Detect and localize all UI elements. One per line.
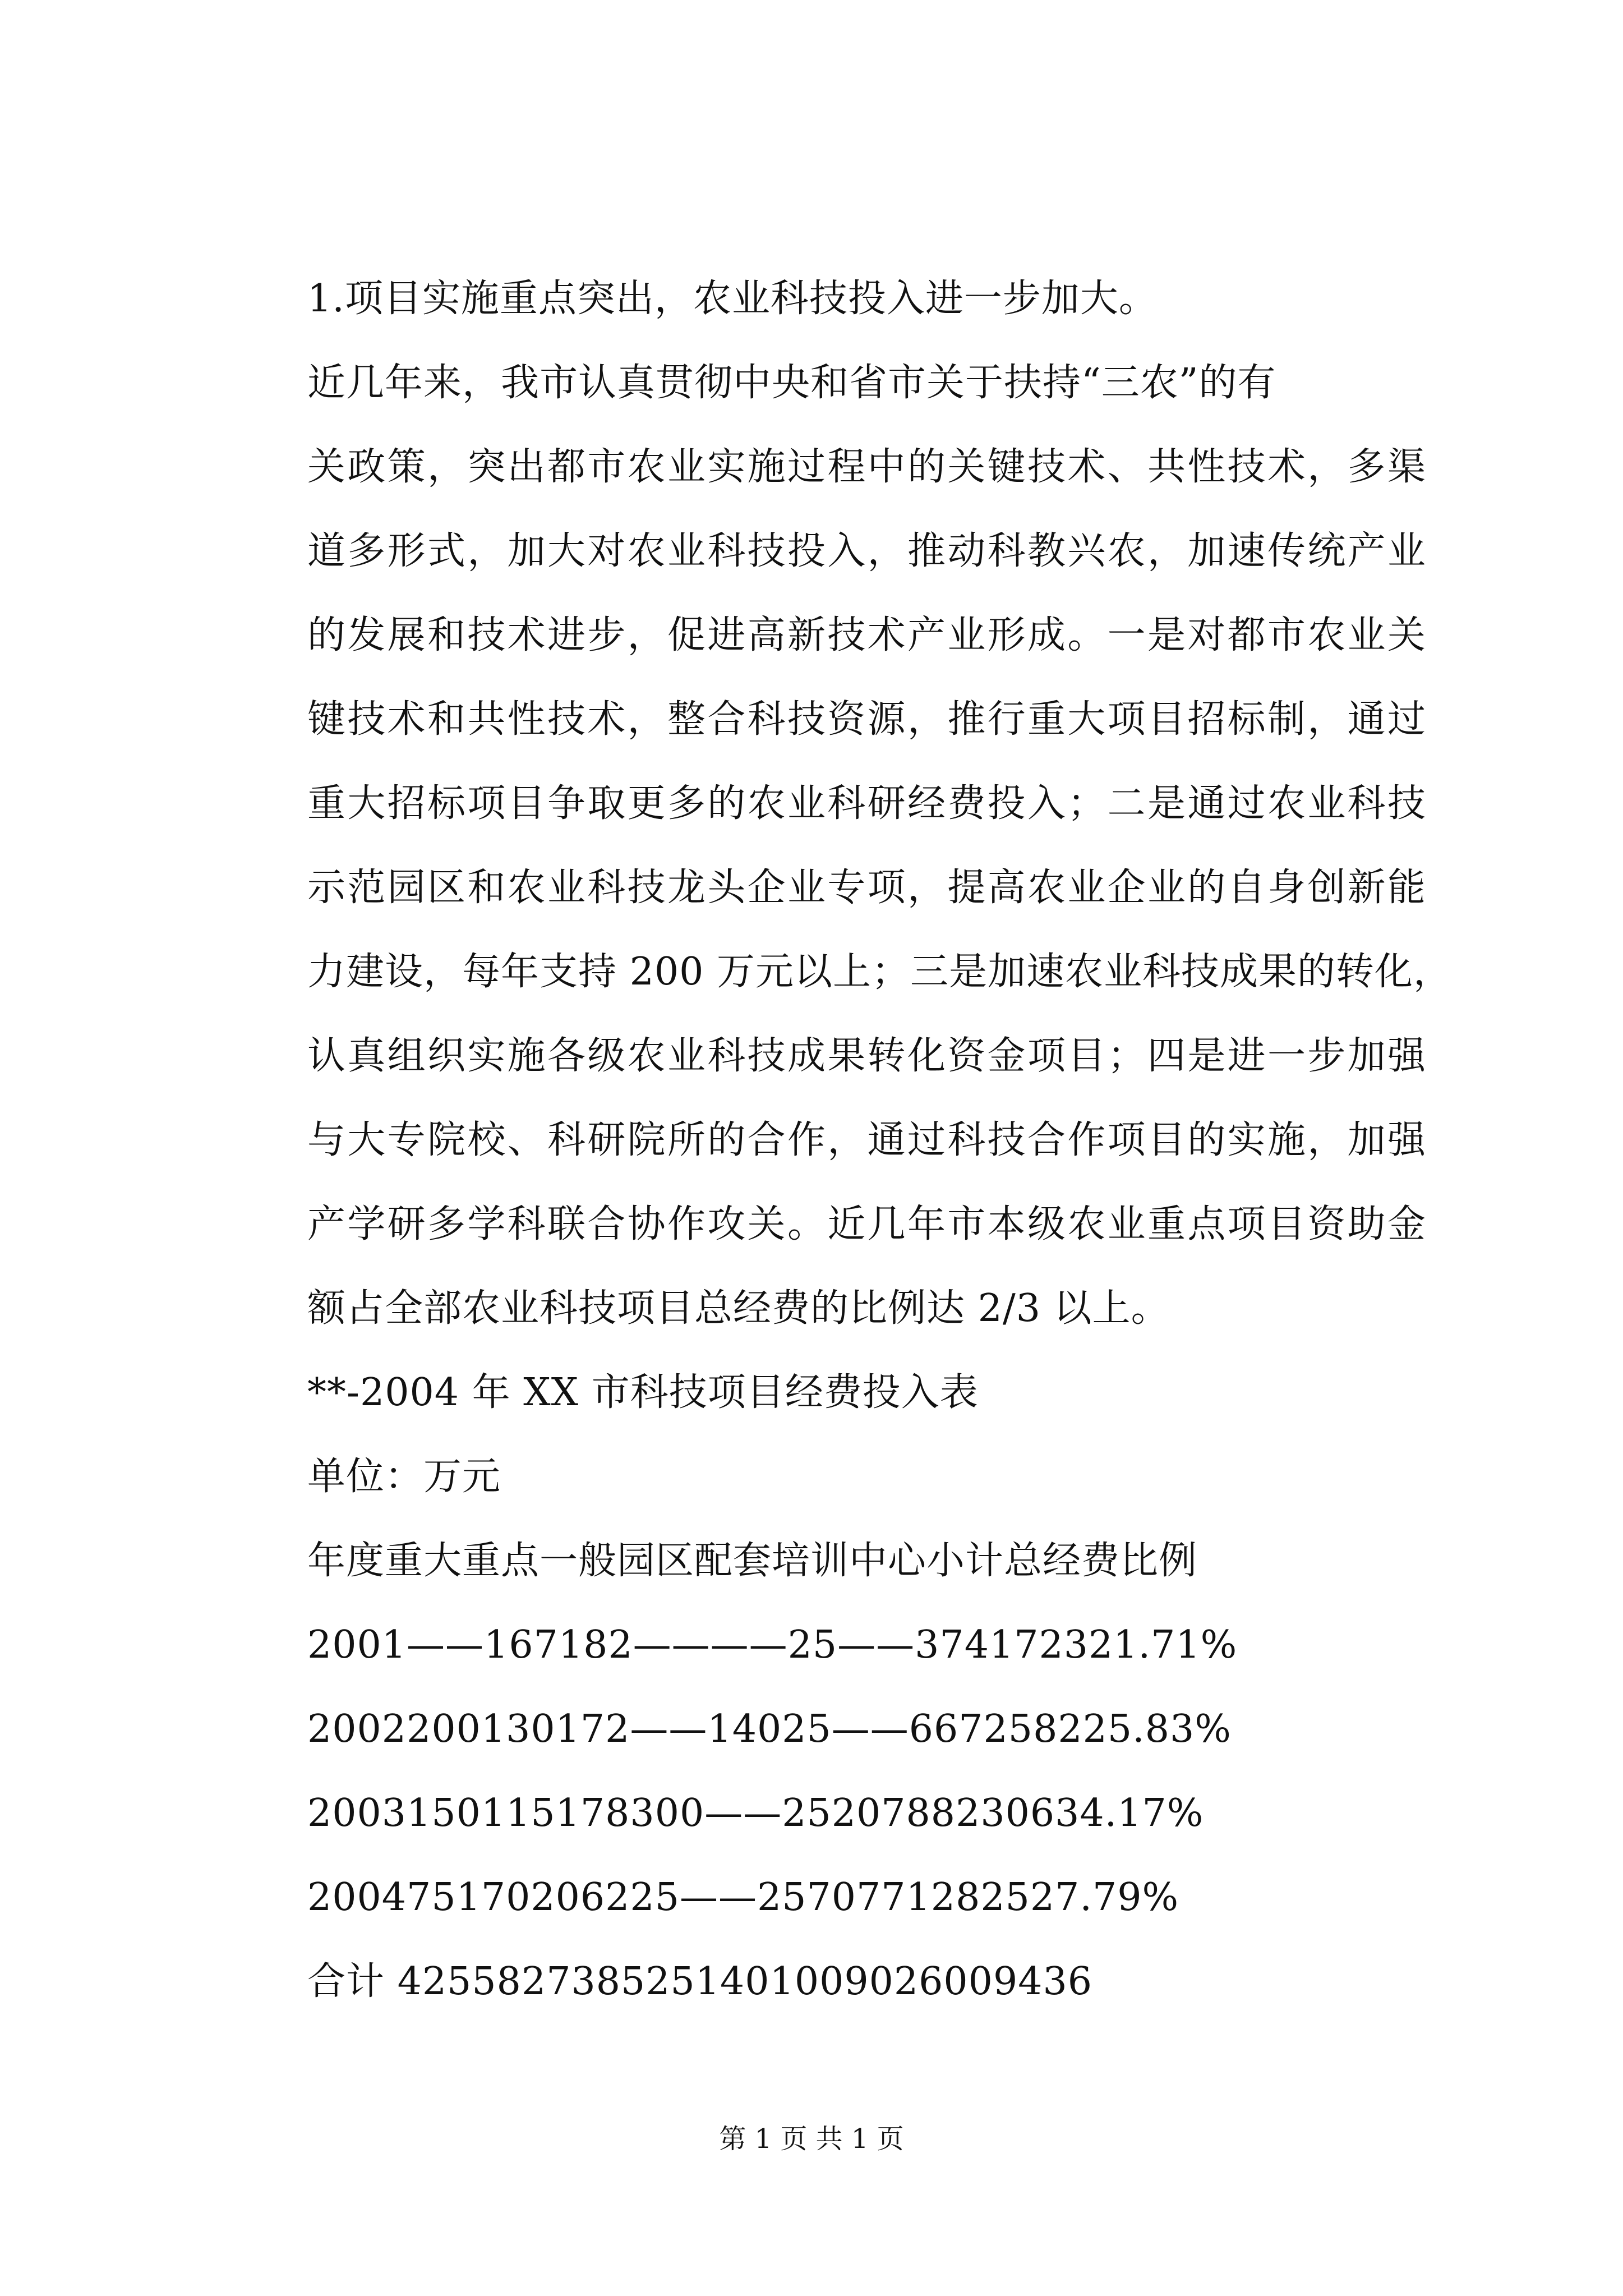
table-header: 年度重大重点一般园区配套培训中心小计总经费比例 bbox=[307, 1539, 1198, 1583]
table-row: 2001——167182————25——374172321.71% bbox=[307, 1623, 1238, 1667]
paragraph-line-12: 额占全部农业科技项目总经费的比例达 2/3 以上。 bbox=[307, 1286, 1170, 1331]
paragraph-line-7: 示范园区和农业科技龙头企业专项，提高农业企业的自身创新能 bbox=[307, 866, 1426, 910]
paragraph-line-1: 近几年来，我市认真贯彻中央和省市关于扶持“三农”的有 bbox=[307, 361, 1276, 405]
paragraph-line-9: 认真组织实施各级农业科技成果转化资金项目；四是进一步加强 bbox=[307, 1034, 1426, 1078]
paragraph-line-11: 产学研多学科联合协作攻关。近几年市本级农业重点项目资助金 bbox=[307, 1202, 1426, 1246]
section-heading: 1.项目实施重点突出，农业科技投入进一步加大。 bbox=[307, 277, 1158, 321]
paragraph-line-5: 键技术和共性技术，整合科技资源，推行重大项目招标制，通过 bbox=[307, 697, 1426, 742]
paragraph-line-3: 道多形式，加大对农业科技投入，推动科教兴农，加速传统产业 bbox=[307, 529, 1426, 573]
table-title: **-2004 年 XX 市科技项目经费投入表 bbox=[307, 1370, 979, 1415]
table-total-row: 合计 4255827385251401009026009436 bbox=[307, 1959, 1092, 2004]
table-row: 2003150115178300——2520788230634.17% bbox=[307, 1791, 1204, 1835]
page-footer: 第 1 页 共 1 页 bbox=[719, 2123, 904, 2155]
table-row: 2002200130172——14025——667258225.83% bbox=[307, 1707, 1232, 1751]
paragraph-line-8: 力建设，每年支持 200 万元以上；三是加速农业科技成果的转化， bbox=[307, 950, 1453, 994]
unit-line: 单位：万元 bbox=[307, 1455, 501, 1499]
paragraph-line-4: 的发展和技术进步，促进高新技术产业形成。一是对都市农业关 bbox=[307, 613, 1426, 657]
paragraph-line-10: 与大专院校、科研院所的合作，通过科技合作项目的实施，加强 bbox=[307, 1118, 1426, 1162]
table-row: 200475170206225——2570771282527.79% bbox=[307, 1875, 1179, 1920]
paragraph-line-6: 重大招标项目争取更多的农业科研经费投入；二是通过农业科技 bbox=[307, 781, 1426, 826]
paragraph-line-2: 关政策，突出都市农业实施过程中的关键技术、共性技术，多渠 bbox=[307, 445, 1426, 489]
